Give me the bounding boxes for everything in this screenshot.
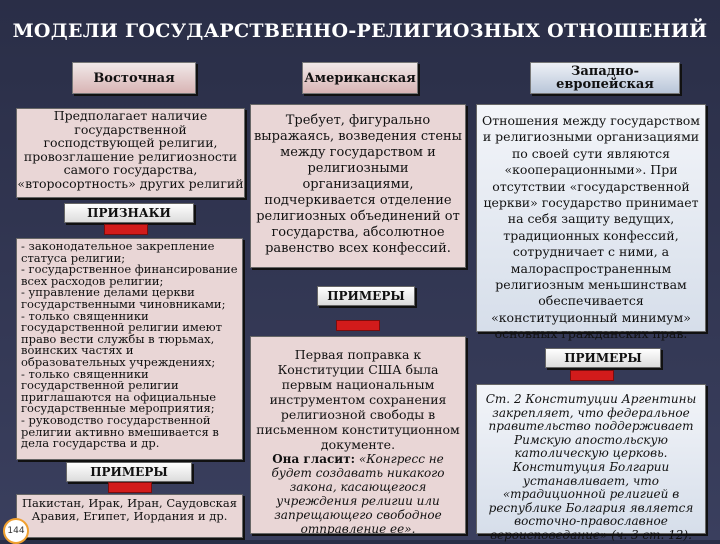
american-example-text: Первая поправка к Конституции США была первым национальным инструментом сохранения религиозной свободы в письменном конституционном документе. [256, 347, 460, 452]
eastern-signs-label: ПРИЗНАКИ [64, 203, 194, 223]
western-header: Западно-европейская [530, 62, 680, 94]
eastern-examples-arrow [108, 482, 152, 493]
eastern-signs-text: - законодательное закрепление статуса религии; - государственное финансирование всех расходов религии; - управление делами церкви государственными чиновниками; - только священники государственной религии имеют право вести службы в тюрьмах, воинских частях и образовательных учреждениях; - только священники государственной религии приглашаются на официальные государственные мероприятия; - руководство государственной религии активно вмешивается в дела государства и др. [16, 238, 243, 460]
page-number: 144 [3, 518, 29, 544]
eastern-examples-label: ПРИМЕРЫ [66, 462, 192, 482]
american-examples-label: ПРИМЕРЫ [317, 286, 415, 306]
american-header: Американская [302, 62, 418, 94]
american-quote-text: «Конгресс не будет создавать никакого закона, касающегося учреждения религии или запрещающего свободное отправление ее». [271, 452, 445, 536]
american-examples-arrow [336, 320, 380, 331]
american-description: Требует, фигурально выражаясь, возведения стены между государством и религиозными организациями, подчеркивается отделение религиозных объединений от государства, абсолютное равенство всех конфессий. [250, 104, 466, 268]
eastern-header: Восточная [72, 62, 196, 94]
western-examples-label: ПРИМЕРЫ [545, 348, 661, 368]
page-title: МОДЕЛИ ГОСУДАРСТВЕННО-РЕЛИГИОЗНЫХ ОТНОШЕНИЙ [12, 20, 708, 42]
western-examples-text: Ст. 2 Конституции Аргентины закрепляет, что федеральное правительство поддерживает Римскую апостольскую католическую церковь. Конституция Болгарии устанавливает, что «традиционной религией в республике Болгария является восточно-православное вероисповедание» (ч. 3 ст. 12). [476, 384, 706, 534]
eastern-examples-text: Пакистан, Ирак, Иран, Саудовская Аравия, Египет, Иордания и др. [16, 494, 243, 538]
eastern-signs-arrow [104, 224, 148, 235]
american-example-panel [250, 336, 466, 534]
eastern-description: Предполагает наличие государственной господствующей религии, провозглашение религиозности самого государства, «второсортность» других религий [16, 108, 245, 198]
american-quote-label: Она гласит: [272, 452, 356, 466]
western-description: Отношения между государством и религиозными организациями по своей сути являются «кооперационными». При отсутствии «государственной церкви» государство принимает на себя защиту ведущих, традиционных конфессий, сотрудничает с ними, а малораспространенным религиозным меньшинствам обеспечивается «конституционный минимум» основных гражданских прав. [476, 104, 706, 332]
western-examples-arrow [570, 370, 614, 381]
